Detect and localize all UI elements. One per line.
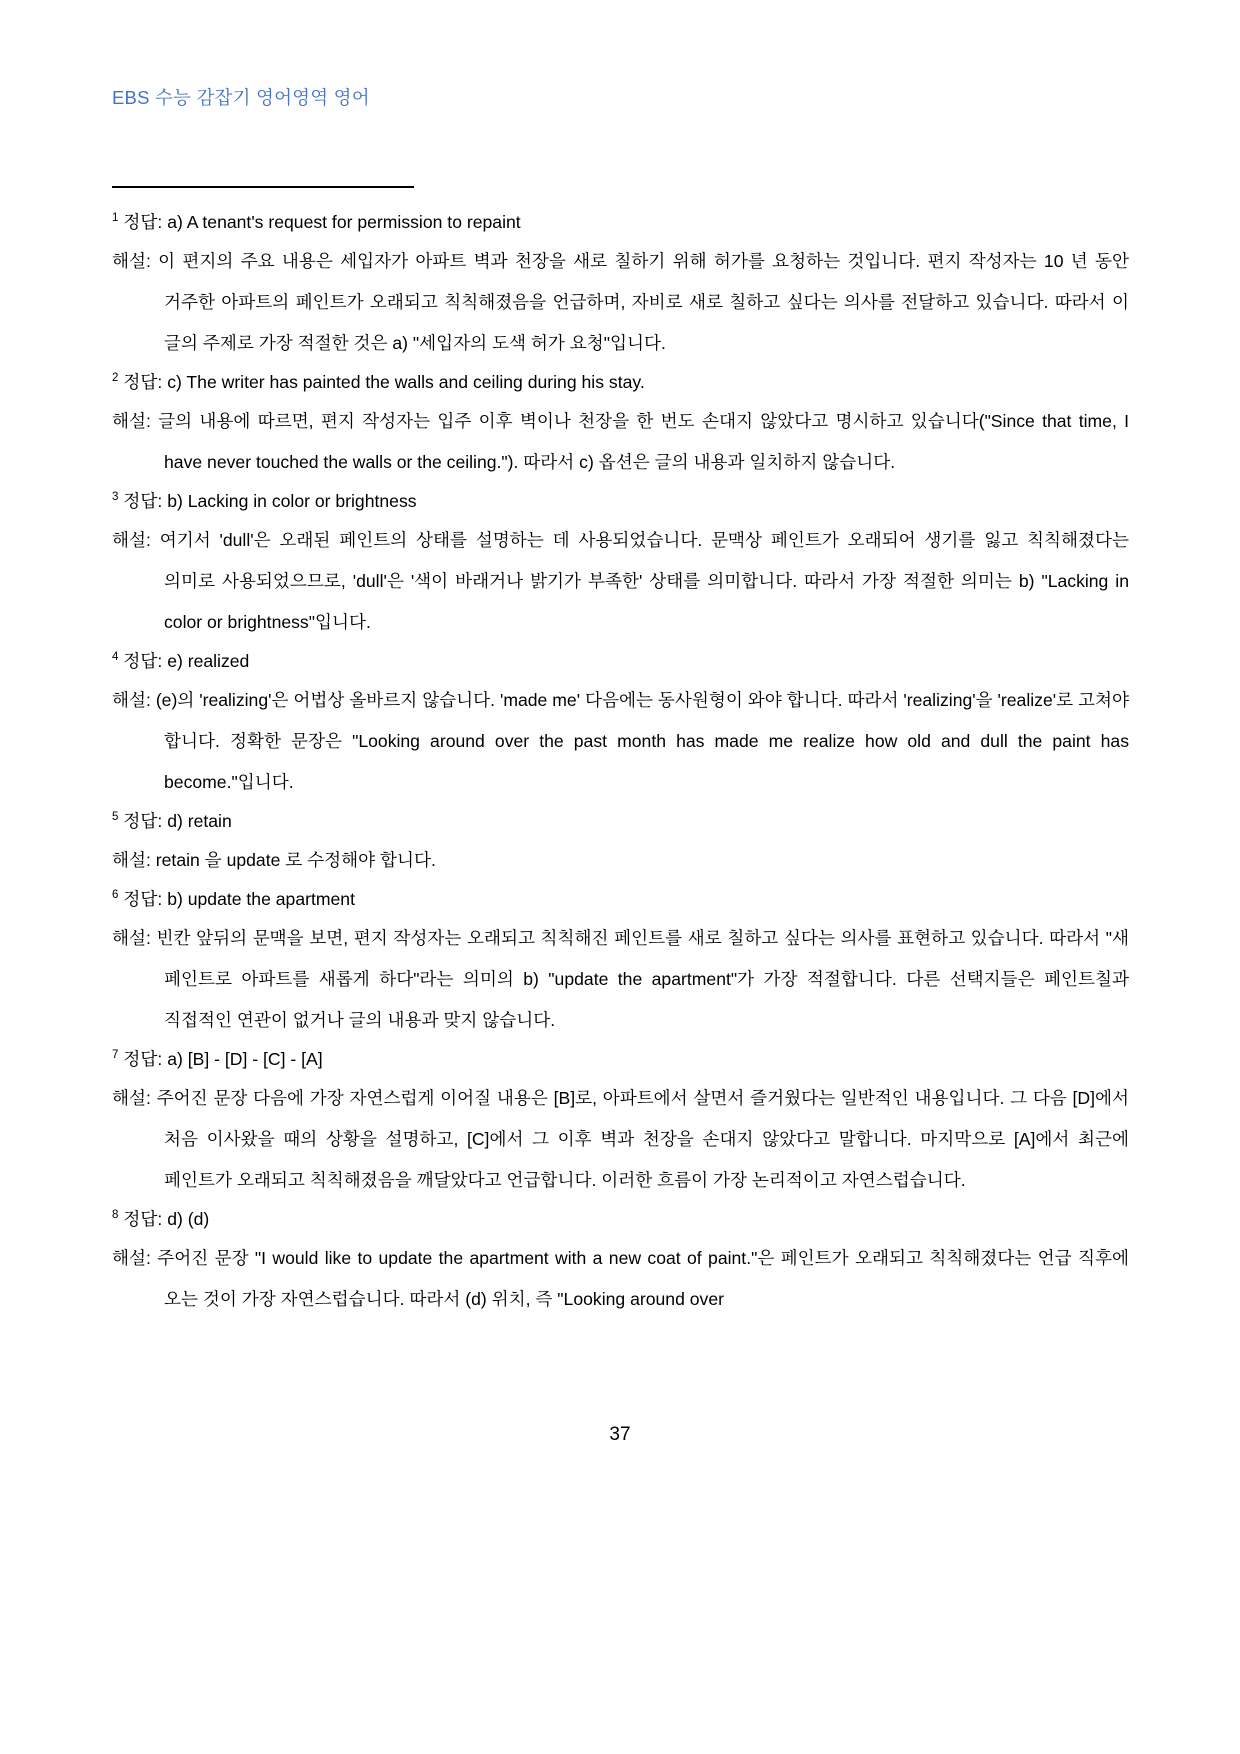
explanation-line: [112, 918, 1129, 1041]
explanation-line: [112, 520, 1129, 643]
footnote-marker: 7: [112, 1049, 119, 1062]
explanation-label: 해설:: [112, 411, 151, 431]
explanation-text: 빈칸 앞뒤의 문맥을 보면, 편지 작성자는 오래되고 칙칙해진 페인트를 새로 칠하고 싶다는 의사를 표현하고 있습니다. 따라서 "새 페인트로 아파트를 새롭게 하다"라는 의미의 b) "update the apartment"가 가장 적절합니다. 다른 선택지들은 페인트칠과 직접적인 연관이 없거나 글의 내용과 맞지 않습니다.: [156, 928, 1129, 1030]
answer-line: [112, 645, 1129, 678]
footnote-entry: [112, 485, 1129, 643]
footnote-marker: 4: [112, 651, 119, 664]
explanation-line: [112, 1078, 1129, 1201]
footnote-separator-rule: [112, 186, 414, 188]
footnote-entry: [112, 206, 1129, 364]
explanation-line: [112, 840, 1129, 881]
explanation-line: [112, 401, 1129, 483]
answer-line: [112, 805, 1129, 838]
answer-line: [112, 485, 1129, 518]
footnote-entry: [112, 805, 1129, 881]
answer-text: c) The writer has painted the walls and ceiling during his stay.: [167, 372, 645, 392]
answer-label: 정답:: [123, 372, 163, 392]
footnote-marker: 3: [112, 491, 119, 504]
footnote-marker: 6: [112, 889, 119, 902]
answer-label: 정답:: [123, 651, 163, 671]
explanation-label: 해설:: [112, 850, 151, 870]
answer-text: e) realized: [167, 651, 250, 671]
answer-label: 정답:: [123, 811, 163, 831]
explanation-text: 여기서 'dull'은 오래된 페인트의 상태를 설명하는 데 사용되었습니다. 문맥상 페인트가 오래되어 생기를 잃고 칙칙해졌다는 의미로 사용되었으므로, 'dull'은 '색이 바래거나 밝기가 부족한' 상태를 의미합니다. 따라서 가장 적절한 의미는 b) "Lacking in color or brightness"입니다.: [159, 530, 1129, 632]
answer-line: [112, 206, 1129, 239]
explanation-label: 해설:: [112, 530, 151, 550]
footnote-list: [112, 206, 1129, 1322]
footnote-marker: 8: [112, 1209, 119, 1222]
answer-label: 정답:: [123, 1209, 163, 1229]
explanation-label: 해설:: [112, 251, 151, 271]
footnote-entry: [112, 366, 1129, 483]
footnote-marker: 2: [112, 372, 119, 385]
answer-text: b) Lacking in color or brightness: [167, 491, 417, 511]
answer-label: 정답:: [123, 1049, 163, 1069]
footnote-entry: [112, 645, 1129, 803]
explanation-text: 이 편지의 주요 내용은 세입자가 아파트 벽과 천장을 새로 칠하기 위해 허가를 요청하는 것입니다. 편지 작성자는 10 년 동안 거주한 아파트의 페인트가 오래되고 칙칙해졌음을 언급하며, 자비로 새로 칠하고 싶다는 의사를 전달하고 있습니다. 따라서 이 글의 주제로 가장 적절한 것은 a) "세입자의 도색 허가 요청"입니다.: [158, 251, 1129, 353]
footnote-entry: [112, 1043, 1129, 1201]
explanation-text: 글의 내용에 따르면, 편지 작성자는 입주 이후 벽이나 천장을 한 번도 손대지 않았다고 명시하고 있습니다("Since that time, I have never touched the walls or the ceiling."). 따라서 c) 옵션은 글의 내용과 일치하지 않습니다.: [158, 411, 1130, 472]
explanation-line: [112, 680, 1129, 803]
answer-text: d) retain: [167, 811, 232, 831]
page-number: 37: [609, 1424, 631, 1445]
answer-line: [112, 366, 1129, 399]
footnote-marker: 5: [112, 811, 119, 824]
answer-line: [112, 1043, 1129, 1076]
explanation-label: 해설:: [112, 1088, 151, 1108]
explanation-text: 주어진 문장 "I would like to update the apartment with a new coat of paint."은 페인트가 오래되고 칙칙해졌다는 언급 직후에 오는 것이 가장 자연스럽습니다. 따라서 (d) 위치, 즉 "Looking around over: [157, 1248, 1129, 1309]
answer-text: d) (d): [167, 1209, 210, 1229]
explanation-line: [112, 1238, 1129, 1320]
answer-label: 정답:: [123, 491, 163, 511]
answer-text: b) update the apartment: [167, 889, 355, 909]
explanation-label: 해설:: [112, 1248, 151, 1268]
explanation-label: 해설:: [112, 928, 151, 948]
answer-line: [112, 883, 1129, 916]
footnote-entry: [112, 883, 1129, 1041]
footnote-entry: [112, 1203, 1129, 1320]
answer-text: a) A tenant's request for permission to repaint: [167, 212, 521, 232]
answer-text: a) [B] - [D] - [C] - [A]: [167, 1049, 323, 1069]
footnote-marker: 1: [112, 212, 119, 225]
answer-label: 정답:: [123, 212, 163, 232]
running-header: EBS 수능 감잡기 영어영역 영어: [112, 87, 370, 108]
explanation-line: [112, 241, 1129, 364]
explanation-label: 해설:: [112, 690, 151, 710]
explanation-text: retain 을 update 로 수정해야 합니다.: [155, 850, 436, 870]
answer-line: [112, 1203, 1129, 1236]
answer-label: 정답:: [123, 889, 163, 909]
explanation-text: 주어진 문장 다음에 가장 자연스럽게 이어질 내용은 [B]로, 아파트에서 살면서 즐거웠다는 일반적인 내용입니다. 그 다음 [D]에서 처음 이사왔을 때의 상황을 설명하고, [C]에서 그 이후 벽과 천장을 손대지 않았다고 말합니다. 마지막으로 [A]에서 최근에 페인트가 오래되고 칙칙해졌음을 깨달았다고 언급합니다. 이러한 흐름이 가장 논리적이고 자연스럽습니다.: [156, 1088, 1129, 1190]
explanation-text: (e)의 'realizing'은 어법상 올바르지 않습니다. 'made me' 다음에는 동사원형이 와야 합니다. 따라서 'realizing'을 'realize'로 고쳐야 합니다. 정확한 문장은 "Looking around over the past month has made me realize how old and dull the paint has become."입니다.: [155, 690, 1129, 792]
